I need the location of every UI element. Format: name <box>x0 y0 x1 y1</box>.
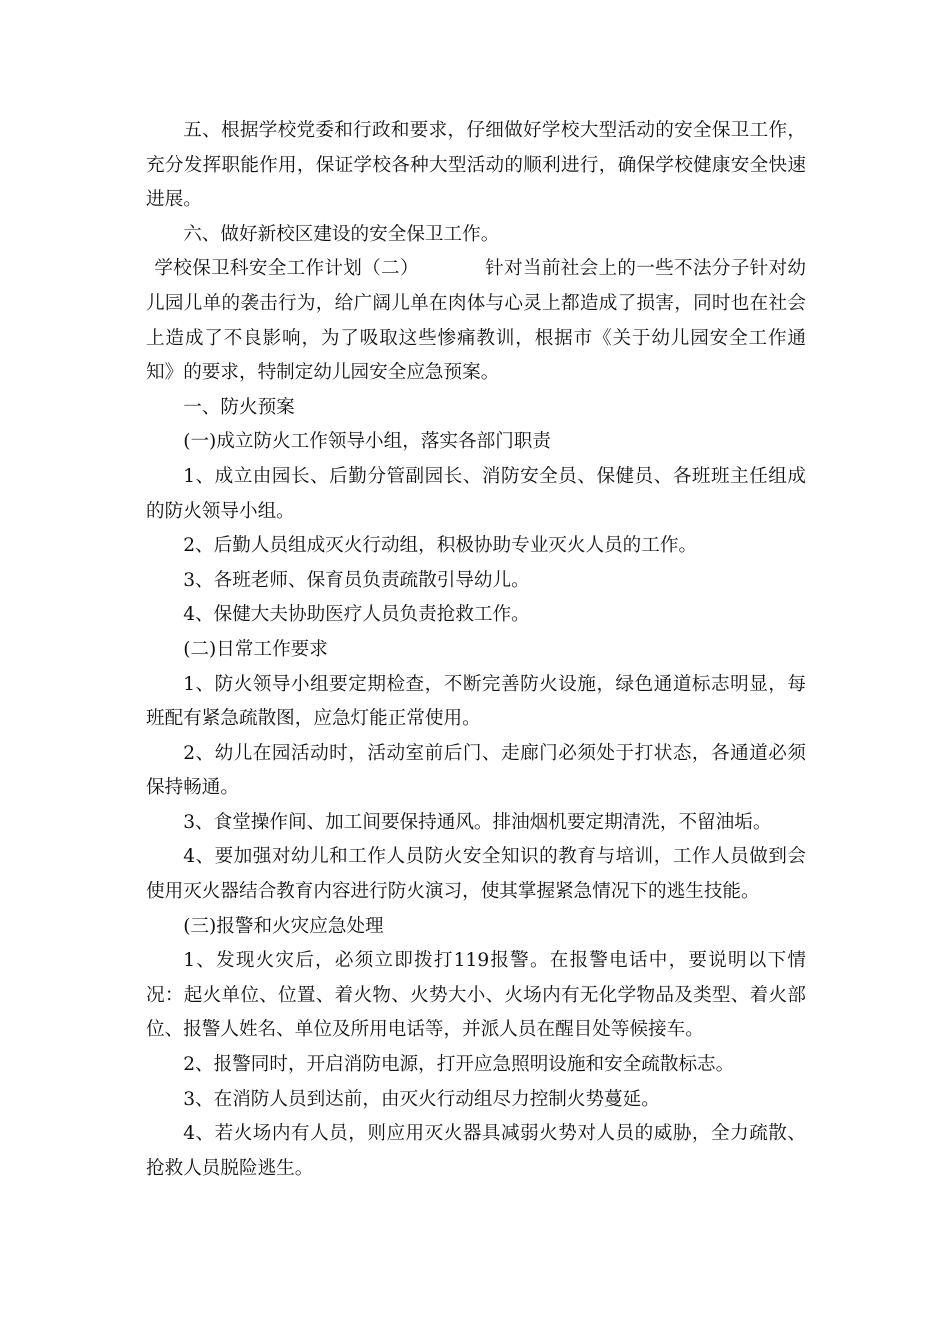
section-fire-plan: 一、防火预案 <box>183 396 295 418</box>
list-item: 1、防火领导小组要定期检查，不断完善防火设施，绿色通道标志明显，每班配有紧急疏散图，应急灯能正常使用。 <box>146 673 806 730</box>
list-item: 2、后勤人员组成灭火行动组，积极协助专业灭火人员的工作。 <box>183 535 698 557</box>
list-item: 4、要加强对幼儿和工作人员防火安全知识的教育与培训，工作人员做到会使用灭火器结合教育内容进行防火演习，使其掌握紧急情况下的逃生技能。 <box>146 846 806 903</box>
list-item: 1、发现火灾后，必须立即拨打119报警。在报警电话中，要说明以下情况：起火单位、位置、着火物、火势大小、火场内有无化学物品及类型、着火部位、报警人姓名、单位及所用电话等，并派人员在醒目处等候接车。 <box>146 950 806 1041</box>
paragraph-6: 六、做好新校区建设的安全保卫工作。 <box>183 223 500 245</box>
list-item: 4、若火场内有人员，则应用灭火器具减弱火势对人员的威胁，全力疏散、抢救人员脱险逃生。 <box>146 1123 806 1179</box>
list-item: 4、保健大夫协助医疗人员负责抢救工作。 <box>183 604 530 626</box>
list-item: 2、报警同时，开启消防电源，打开应急照明设施和安全疏散标志。 <box>183 1054 735 1076</box>
document-body <box>146 114 806 1186</box>
list-item: 3、在消防人员到达前，由灭火行动组尽力控制火势蔓延。 <box>183 1088 660 1110</box>
subsection-1-heading: (一)成立防火工作领导小组，落实各部门职责 <box>183 431 551 453</box>
list-item: 2、幼儿在园活动时，活动室前后门、走廊门必须处于打状态，各通道必须保持畅通。 <box>146 742 806 799</box>
list-item: 3、食堂操作间、加工间要保持通风。排油烟机要定期清洗，不留油垢。 <box>183 811 772 833</box>
plan-intro: 针对当前社会上的一些不法分子针对幼儿园儿单的袭击行为，给广阔儿单在肉体与心灵上都造成了损害，同时也在社会上造成了不良影响，为了吸取这些惨痛教训，根据市《关于幼儿园安全工作通知》的要求，特制定幼儿园安全应急预案。 <box>146 258 806 384</box>
paragraph-5: 五、根据学校党委和行政和要求，仔细做好学校大型活动的安全保卫工作，充分发挥职能作用，保证学校各种大型活动的顺利进行，确保学校健康安全快速进展。 <box>146 120 806 211</box>
plan-title: 学校保卫科安全工作计划（二） <box>154 258 419 280</box>
subsection-2-heading: (二)日常工作要求 <box>183 638 328 660</box>
plan-title-paragraph <box>146 252 806 390</box>
list-item: 1、成立由园长、后勤分管副园长、消防安全员、保健员、各班班主任组成的防火领导小组。 <box>146 465 806 522</box>
list-item: 3、各班老师、保育员负责疏散引导幼儿。 <box>183 569 530 591</box>
subsection-3-heading: (三)报警和火灾应急处理 <box>183 915 384 937</box>
